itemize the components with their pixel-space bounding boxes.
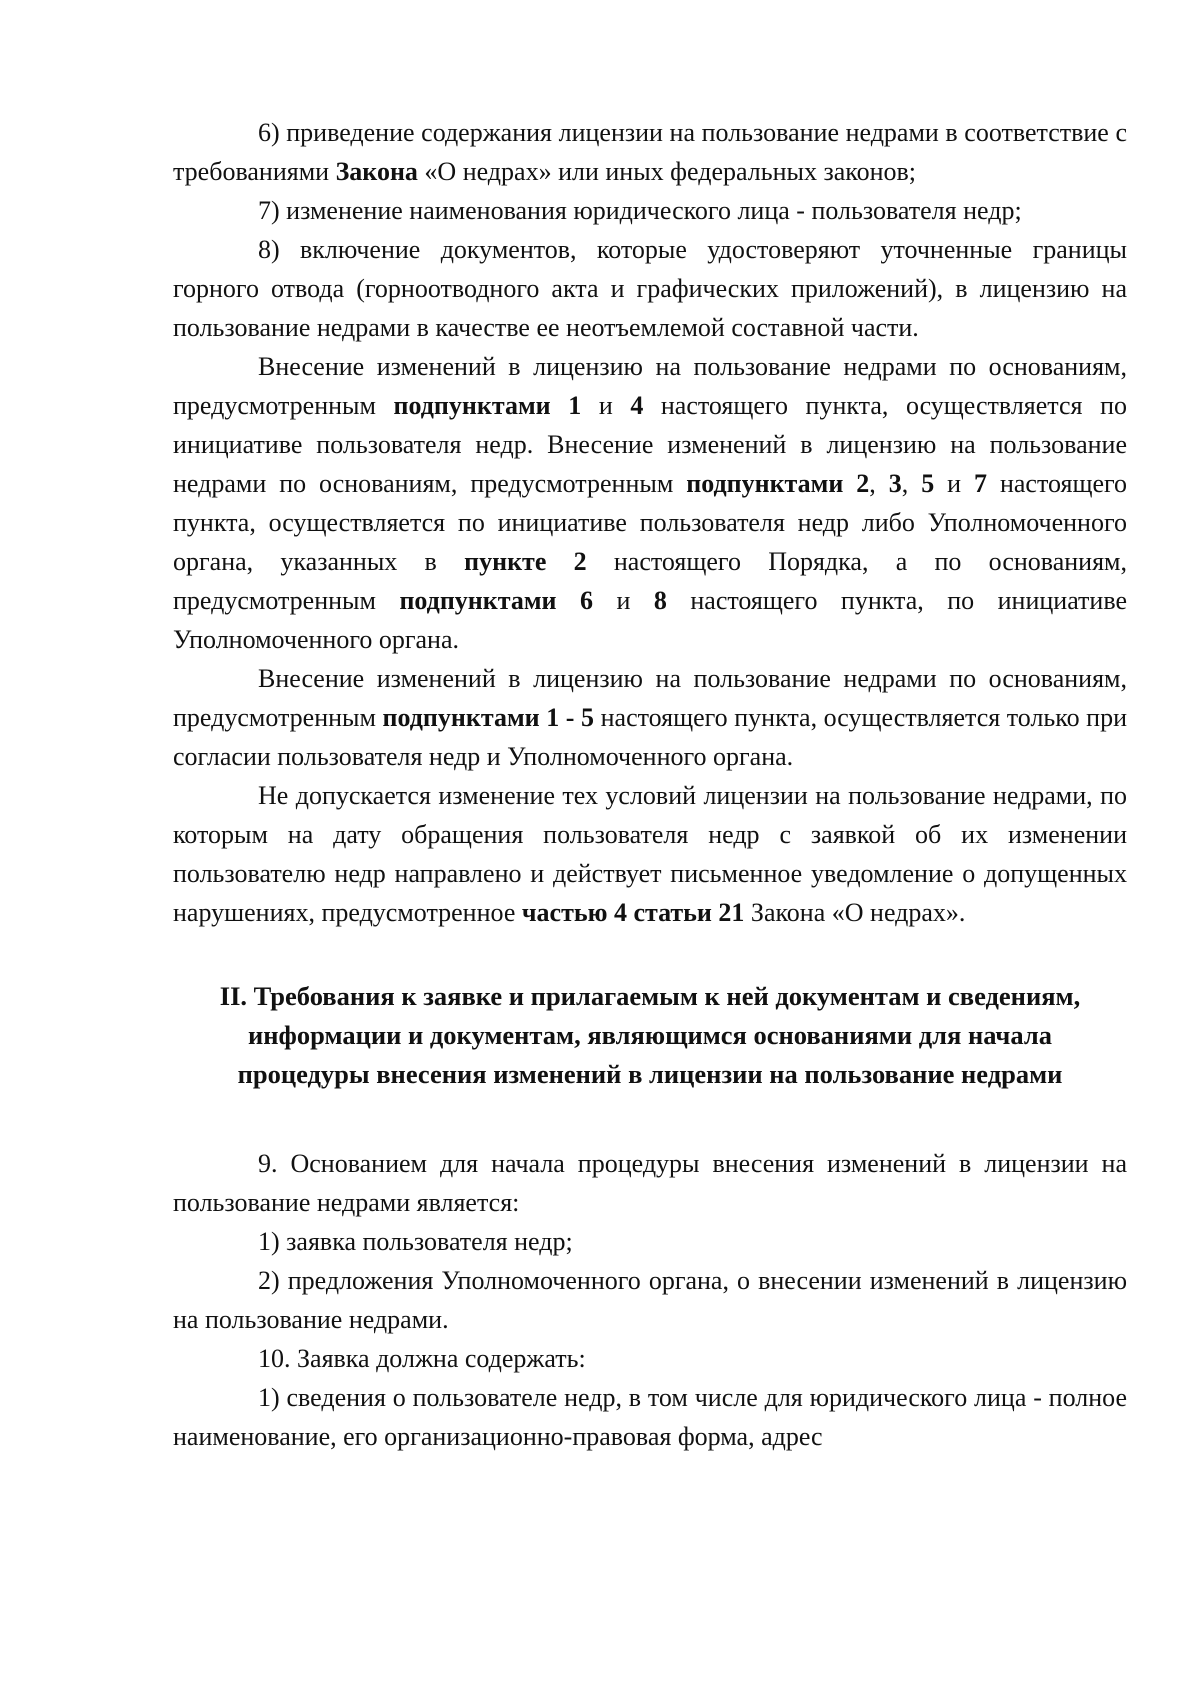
paragraph-text: Закона «О недрах». — [744, 898, 966, 927]
reference-text: подпунктами 2 — [686, 469, 870, 498]
reference-text: Закона — [335, 157, 418, 186]
paragraph-item-8 — [173, 230, 1127, 347]
paragraph-text: Не допускается изменение тех условий лицензии на пользование недрами, по которым на дату обращения пользователя недр с заявкой об их изменении пользователю недр направлено и действует письменное уведомление о допущенных нарушениях, предусмотренное — [173, 781, 1127, 927]
paragraph-item-7 — [173, 191, 1127, 230]
paragraph-initiative — [173, 347, 1127, 659]
paragraph-text: настоящего Порядка, а по основаниям, предусмотренным — [173, 547, 1127, 615]
paragraph-text: 9. Основанием для начала процедуры внесения изменений в лицензии на пользование недрами является: — [173, 1149, 1127, 1217]
reference-text: 3 — [888, 469, 902, 498]
paragraph-text: 2) предложения Уполномоченного органа, о внесении изменений в лицензию на пользование недрами. — [173, 1266, 1127, 1334]
section-heading — [173, 977, 1127, 1094]
document-body — [173, 113, 1127, 1456]
paragraph-item-6 — [173, 113, 1127, 191]
paragraph-text: 10. Заявка должна содержать: — [258, 1344, 586, 1373]
section-heading-line-1: II. Требования к заявке и прилагаемым к ней документам и сведениям, — [219, 981, 1081, 1011]
paragraph-text: Внесение изменений в лицензию на пользование недрами по основаниям, предусмотренным — [173, 664, 1127, 732]
reference-text: пункте 2 — [464, 547, 587, 576]
paragraph-text: , — [901, 469, 922, 498]
paragraph-text: 6) приведение содержания лицензии на пользование недрами в соответствие с требованиями — [173, 118, 1127, 186]
reference-text: 8 — [653, 586, 667, 615]
paragraph-group-top — [173, 113, 1127, 932]
reference-text: подпунктами 6 — [399, 586, 594, 615]
paragraph-text: настоящего пункта, осуществляется по инициативе пользователя недр либо Уполномоченного органа, указанных в — [173, 469, 1128, 576]
paragraph-9-2 — [173, 1261, 1127, 1339]
reference-text: подпунктами 1 — [393, 391, 582, 420]
paragraph-text: «О недрах» или иных федеральных законов; — [417, 157, 917, 186]
paragraph-text: 1) заявка пользователя недр; — [258, 1227, 573, 1256]
reference-text: подпунктами 1 - 5 — [382, 703, 595, 732]
reference-text: частью 4 статьи 21 — [521, 898, 745, 927]
paragraph-text: 7) изменение наименования юридического лица - пользователя недр; — [258, 196, 1022, 225]
reference-text: 4 — [630, 391, 644, 420]
paragraph-text: настоящего пункта, по инициативе Уполномоченного органа. — [173, 586, 1127, 654]
paragraph-text: настоящего пункта, осуществляется по инициативе пользователя недр. Внесение изменений в лицензию на пользование недрами по основаниям, предусмотренным — [173, 391, 1127, 498]
paragraph-text: , — [869, 469, 889, 498]
paragraph-text: Внесение изменений в лицензию на пользование недрами по основаниям, предусмотренным — [173, 352, 1127, 420]
paragraph-9 — [173, 1144, 1127, 1222]
paragraph-text: 1) сведения о пользователе недр, в том числе для юридического лица - полное наименование, его организационно-правовая форма, адрес — [173, 1383, 1127, 1451]
paragraph-9-1 — [173, 1222, 1127, 1261]
section-heading-line-3: процедуры внесения изменений в лицензии на пользование недрами — [237, 1059, 1063, 1089]
reference-text: 5 — [921, 469, 935, 498]
spacer — [173, 932, 1127, 977]
paragraph-10 — [173, 1339, 1127, 1378]
spacer — [173, 1094, 1127, 1144]
paragraph-text: и — [934, 469, 975, 498]
section-heading-line-2: информации и документам, являющимся основаниями для начала — [248, 1020, 1052, 1050]
paragraph-text: 8) включение документов, которые удостоверяют уточненные границы горного отвода (горноотводного акта и графических приложений), в лицензию на пользование недрами в качестве ее неотъемлемой составной части. — [173, 235, 1127, 342]
paragraph-text: настоящего пункта, осуществляется только при согласии пользователя недр и Уполномоченного органа. — [173, 703, 1128, 771]
paragraph-10-1 — [173, 1378, 1127, 1456]
paragraph-text: и — [593, 586, 654, 615]
paragraph-text: и — [581, 391, 631, 420]
reference-text: 7 — [974, 469, 988, 498]
paragraph-consent — [173, 659, 1127, 776]
paragraph-group-bottom — [173, 1144, 1127, 1456]
paragraph-not-allowed — [173, 776, 1127, 932]
